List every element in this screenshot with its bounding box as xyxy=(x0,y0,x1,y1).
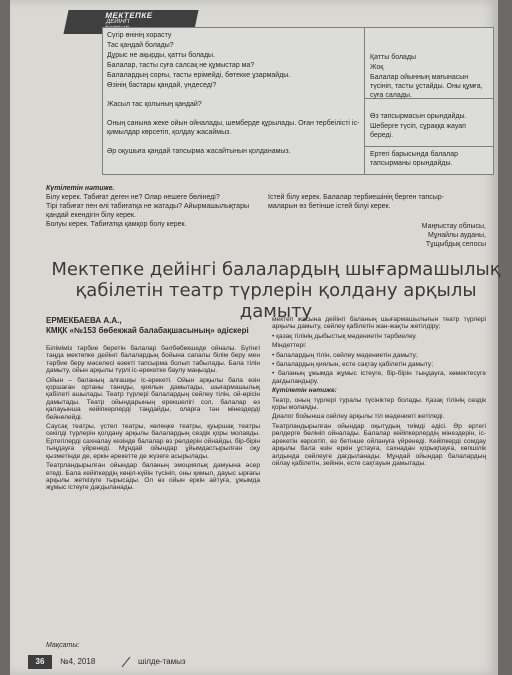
table-row: Өзінің бастары қандай, үндеседі? xyxy=(107,82,217,89)
lesson-table xyxy=(102,27,494,175)
note-line: маларын өз бетінше істей білуі керек. xyxy=(268,203,391,210)
paragraph: Міндеттері: xyxy=(272,342,307,350)
paragraph: Біліміміз тәрбие беретін балалар бәлбөбекшеде ойналы. Бүгінгі таңда мектепке дейінгі балалардың бойына сапалы білім беру мен тәрбие беру мәселесі өзекті тапсырма болып табылады. Бала тілін дамыту, ойын арқылы түрлі іс-әрекетке баулу маңызды. xyxy=(46,345,260,375)
note-line: қандай екендігін білу керек. xyxy=(46,212,136,219)
table-cell: Өз тапсырмасын орындайды. xyxy=(370,113,467,120)
paragraph: • баланың ұжымда жұмыс істеуге, бір-бірін тыңдауға, көмектесуге дағдыландыру. xyxy=(272,370,486,385)
signature-line: Маңғыстау облысы, xyxy=(421,223,486,230)
table-cell: Шеберге түсіп, сұраққа жауап береді. xyxy=(370,123,466,139)
table-row: Дұрыс не ақырды, қатты болады. xyxy=(107,52,216,59)
article-column-right xyxy=(272,316,486,469)
paragraph: Диалог бойынша сөйлеу арқылы тіл мәдениеті жетіледі. xyxy=(272,413,445,421)
table-left-column xyxy=(103,28,365,174)
table-right-column xyxy=(366,28,493,174)
table-cell: Жоқ xyxy=(370,64,384,71)
article-title: Мектепке дейінгі балалардың шығармашылық қабілетін театр түрлерін қолдану арқылы дамыту xyxy=(51,259,501,322)
table-row: Оның санына жеке ойын ойналады, шемберде құрылады. Оған тербеілісті іс-қимылдар көрсетіп, қолдау жасаймыз. xyxy=(107,120,360,136)
table-cell: Балалар ойынның мағынасын түсініп, тасты ұстайды. Оны құмға, суға салады. xyxy=(370,74,483,99)
signature-line: Тұщыбдық селосы xyxy=(425,241,486,248)
expected-results-right xyxy=(268,193,494,211)
table-row-title: Жасыл тас қолының қандай? xyxy=(107,101,202,108)
paragraph: • қазақ тілінің дыбыстық мәдениетін тәрбиелеу. xyxy=(272,332,417,340)
separator-icon xyxy=(120,656,132,668)
article-author xyxy=(46,316,276,336)
issue-date: шілде-тамыз xyxy=(138,657,186,666)
paragraph: Ойын – баланың алғашқы іс-әрекеті. Ойын арқылы бала өзін қоршаған ортаны таниды, қиялын дамытады, шығармашылық қабілеті ашылады. Театр түрлері балалардың сөйлеу тілін, ой-өрісін дамытады. Театр ойындарының ерекшелігі сол, балалар өз қалауынша кейіпкерлерді таңдайды, оларға тән мінездерді бейнелейді. xyxy=(46,376,260,421)
logo-line2: ДЕЙІНГІ xyxy=(105,19,130,25)
logo-line1: МЕКТЕПКЕ xyxy=(104,11,154,20)
paragraph: • балалардың тілін, сөйлеу мәдениетін дамыту; xyxy=(272,351,418,359)
table-row: Балалардың сорғы, тасты ерімейді, бөтекке ұзармайды. xyxy=(107,72,291,79)
expected-results-left xyxy=(46,184,266,229)
paragraph: Театрландырылған ойындар баланың эмоциялық дамуына әсер етеді. Бала кейіпкердің көңіл-күйін түсініп, оны қимыл, дауыс ырғағы арқылы жеткізуге тырысады. Ол өз ойын еркін айтуға, ұжымда жұмыс істеуге дағдыланады. xyxy=(46,462,260,492)
paragraph: • балалардың қиялын, есте сақтау қабілетін дамыту; xyxy=(272,361,434,369)
article-column-left xyxy=(46,345,260,494)
table-row: Балалар, тасты суға салсақ не құмыстар ма? xyxy=(107,62,255,69)
paragraph: Саусақ театры, үстел театры, көлеңке театры, қуыршақ театры секілді түрлерін қолдану арқылы балалардың сөздік қоры молаяды. Ертегілерді сахналау кезінде балалар өз рөлдерін ойнайды, бір-бірін тыңдауға үйренеді. Мұндай ойындар ұйымдастырылған оқу қызметінде де, еркін әрекетте де жүзеге асырылады. xyxy=(46,423,260,460)
author-affiliation: КМҚК «№153 бөбекжай балабақшасының» әдіскері xyxy=(46,326,249,335)
paragraph: Театрландырылған ойындар оқытудың тиімді әдісі. Әр ертегі рөлдерге бөлініп ойналады. Балалар кейіпкерлердің мінездерін, іс-әрекетін көрсетіп, өз бетінше ойлануға үйренеді. Кейіпкерді сомдау арқылы бала өзін еркін ұстауға, сахнадан қорықпауға, көпшілік алдында сөйлеуге дағдыланады. Мұндай ойындар балалардың ойлау қабілетін, зейінін, есте сақтауын дамытады. xyxy=(272,422,486,467)
magazine-page xyxy=(10,0,501,675)
page-footer xyxy=(28,655,498,669)
goal-heading: Мақсаты: xyxy=(46,642,80,649)
note-line: Білу керек. Табиғат деген не? Олар нешеге бөлінеді? xyxy=(46,194,220,201)
table-cell: Қатты болады xyxy=(370,54,417,61)
paragraph: мектеп жасына дейінгі баланың шығармашылығын театр түрлері арқылы дамыту, сөйлеу қабілетін жан-жақты жетілдіру; xyxy=(272,316,486,331)
subheading: Күтілетін нәтиже: xyxy=(272,387,337,395)
note-line: Тірі табиғат пен өлі табиғатқа не жатады? Айырмашылықтары xyxy=(46,203,249,210)
note-line: Болуы керек. Табиғатқа қамқор болу керек. xyxy=(46,221,187,228)
note-line: Істей білу керек. Балалар тербиешінің берген тапсыр- xyxy=(268,194,444,201)
table-row: Әр оқушыға қандай тапсырма жасайтынын қолданамыз. xyxy=(107,148,291,155)
table-cell: Ертегі барысында балалар тапсырманы орындайды. xyxy=(370,151,459,167)
paragraph: Театр, оның түрлері туралы түсініктер болады. Қазақ тілінің сөздік қоры молаяды. xyxy=(272,396,486,412)
author-name: ЕРМЕКБАЕВА А.А., xyxy=(46,316,122,325)
table-row: Сүгір өнінің хорасту xyxy=(107,32,172,39)
page-number: 36 xyxy=(28,655,52,669)
signature-line: Мұнайлы ауданы, xyxy=(428,232,486,239)
note-heading: Күтілетін нәтиже. xyxy=(46,185,115,192)
table-row: Тас қандай болады? xyxy=(107,42,174,49)
issue-number: №4, 2018 xyxy=(60,657,96,666)
